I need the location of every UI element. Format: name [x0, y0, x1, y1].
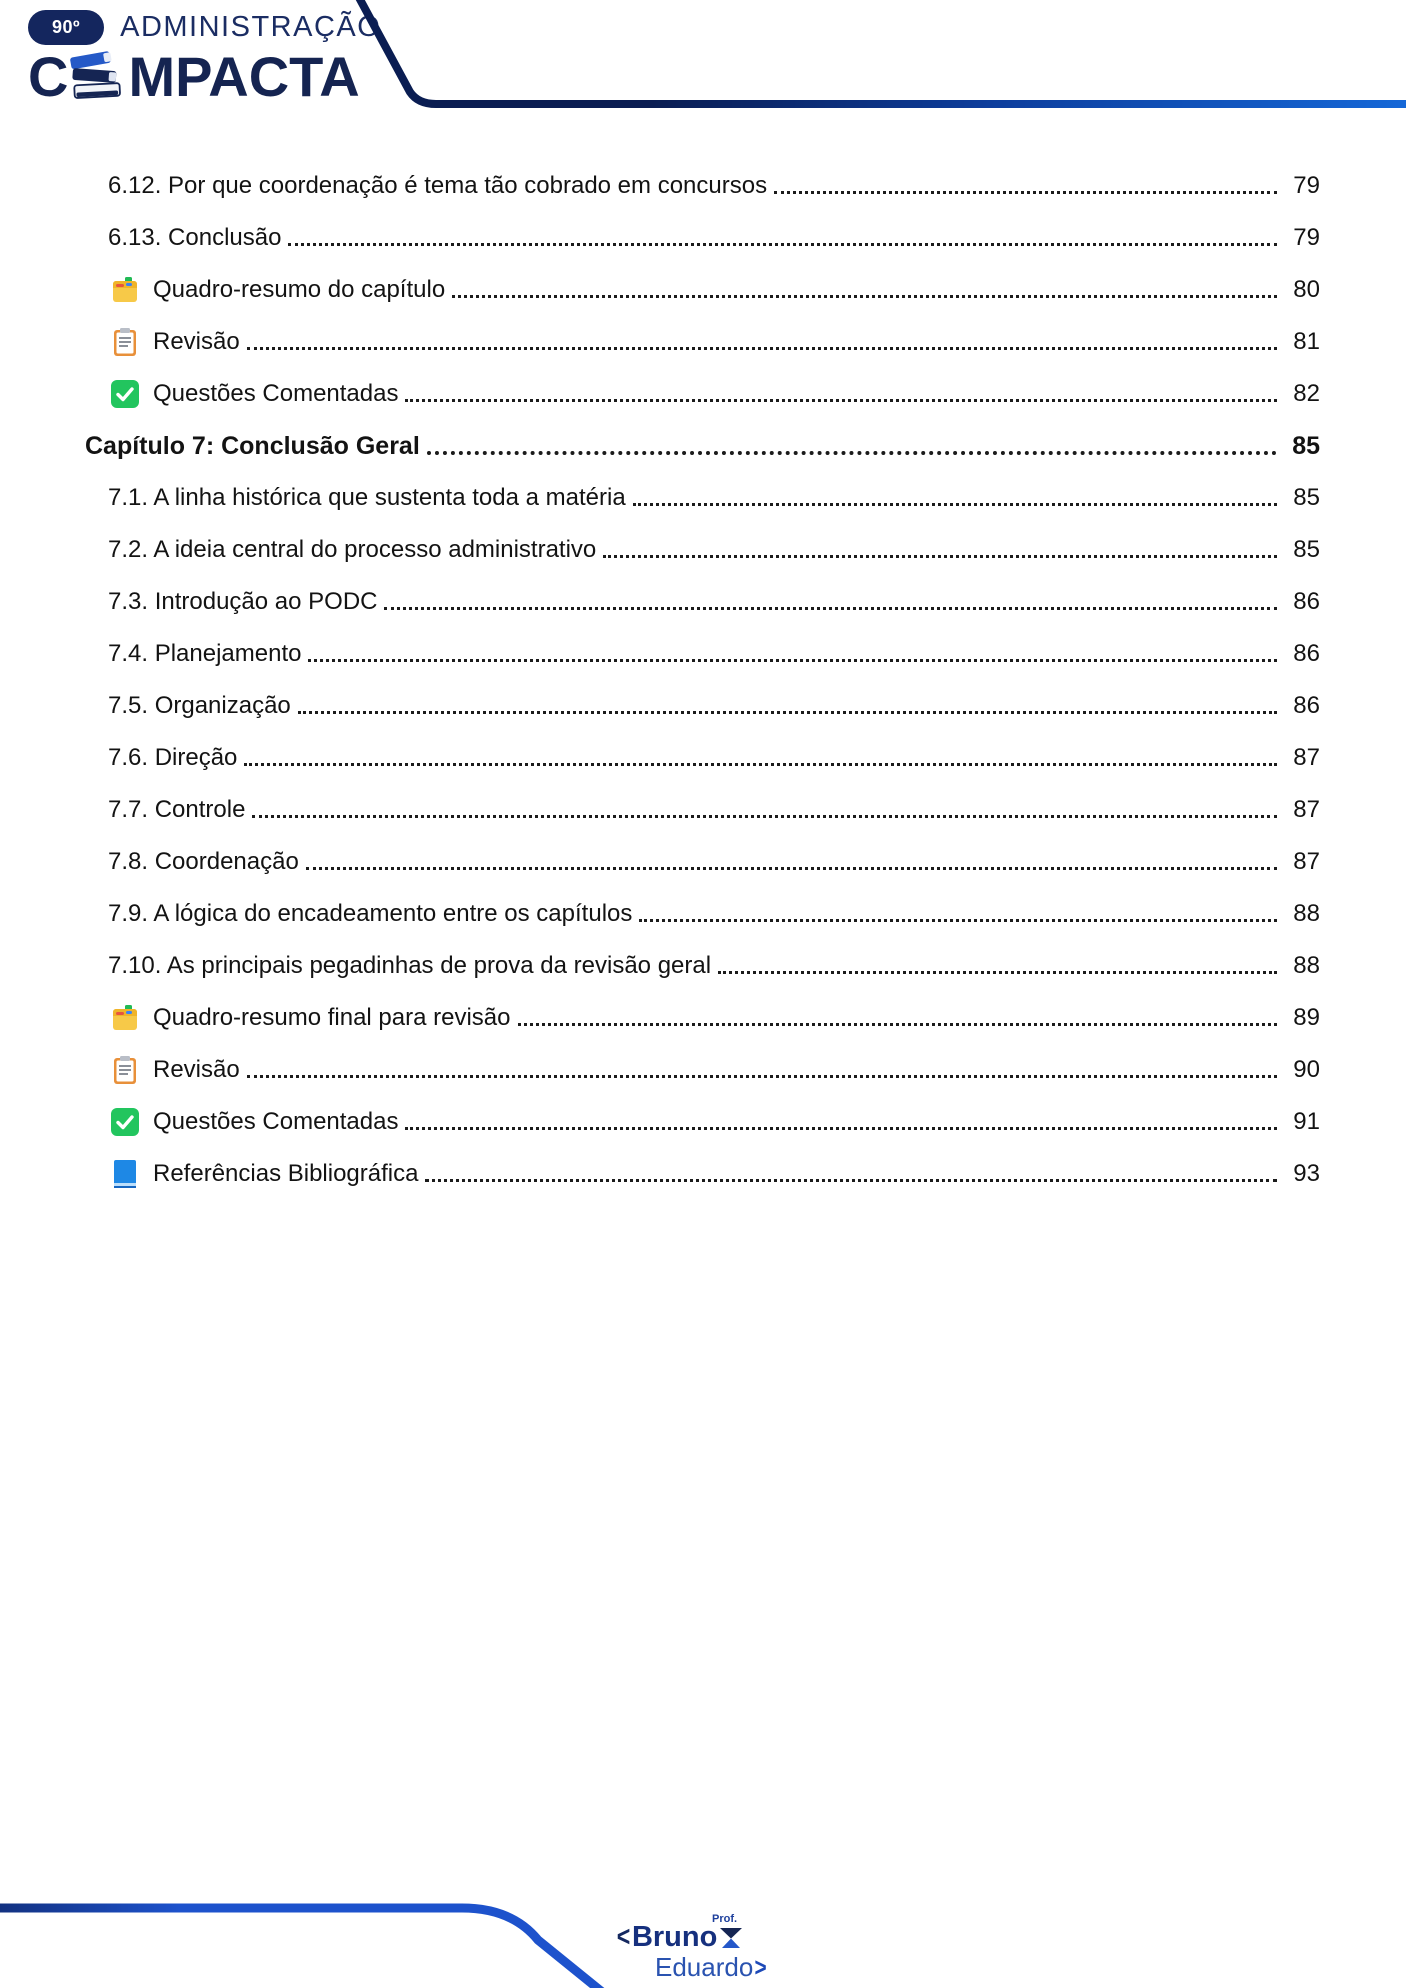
- footer-brand-first-name: < Bruno: [615, 1923, 815, 1952]
- book-icon: [110, 1159, 140, 1189]
- dot-leader: [427, 451, 1277, 455]
- entry-page-number: 86: [1293, 640, 1320, 667]
- hourglass-logo-icon: [719, 1926, 743, 1950]
- dot-leader: [244, 763, 1277, 766]
- dot-leader: [603, 555, 1277, 558]
- right-angle-bracket-icon: >: [754, 1952, 767, 1982]
- dot-leader: [452, 295, 1277, 298]
- footer-brand-last-name: Eduardo >: [655, 1952, 767, 1982]
- entry-page-number: 82: [1293, 380, 1320, 407]
- entry-label: Questões Comentadas: [153, 380, 399, 407]
- entry-label: Capítulo 7: Conclusão Geral: [85, 431, 420, 460]
- entry-label: 7.5. Organização: [108, 692, 291, 719]
- toc-entry[interactable]: [0, 732, 1406, 784]
- brand-word-prefix: C: [28, 45, 69, 108]
- entry-label: 6.13. Conclusão: [108, 224, 282, 251]
- toc-entry[interactable]: [0, 784, 1406, 836]
- dot-leader: [308, 659, 1277, 662]
- toc-entry[interactable]: [0, 316, 1406, 368]
- entry-label: 7.4. Planejamento: [108, 640, 302, 667]
- toc-entry[interactable]: [0, 888, 1406, 940]
- entry-label: 6.12. Por que coordenação é tema tão cobrado em concursos: [108, 172, 768, 199]
- toc-entry[interactable]: [0, 368, 1406, 420]
- entry-page-number: 88: [1293, 952, 1320, 979]
- entry-label: Revisão: [153, 1056, 240, 1083]
- edition-badge: 90º: [28, 10, 104, 45]
- dot-leader: [405, 1127, 1277, 1130]
- entry-page-number: 85: [1292, 431, 1320, 460]
- entry-label: 7.2. A ideia central do processo administrativo: [108, 536, 597, 563]
- dot-leader: [518, 1023, 1277, 1026]
- toc-entry[interactable]: [0, 1044, 1406, 1096]
- entry-page-number: 90: [1293, 1056, 1320, 1083]
- dot-leader: [288, 243, 1277, 246]
- entry-page-number: 85: [1293, 536, 1320, 563]
- entry-page-number: 89: [1293, 1004, 1320, 1031]
- entry-label: Questões Comentadas: [153, 1108, 399, 1135]
- entry-page-number: 93: [1293, 1160, 1320, 1187]
- entry-page-number: 88: [1293, 900, 1320, 927]
- dot-leader: [639, 919, 1277, 922]
- dot-leader: [306, 867, 1277, 870]
- toc-entry[interactable]: [0, 576, 1406, 628]
- entry-page-number: 80: [1293, 276, 1320, 303]
- entry-label: 7.3. Introdução ao PODC: [108, 588, 378, 615]
- prof-label: Prof.: [712, 1913, 738, 1925]
- clipboard-icon: [110, 1055, 140, 1085]
- toc-entry[interactable]: [0, 628, 1406, 680]
- entry-label: 7.8. Coordenação: [108, 848, 299, 875]
- toc-entry[interactable]: [0, 472, 1406, 524]
- check-icon: [110, 1107, 140, 1137]
- entry-label: 7.7. Controle: [108, 796, 246, 823]
- dot-leader: [774, 191, 1277, 194]
- notes-icon: [110, 1003, 140, 1033]
- dot-leader: [633, 503, 1277, 506]
- entry-page-number: 87: [1293, 744, 1320, 771]
- entry-label: Referências Bibliográfica: [153, 1160, 419, 1187]
- entry-label: Quadro-resumo final para revisão: [153, 1004, 511, 1031]
- entry-page-number: 81: [1293, 328, 1320, 355]
- notes-icon: [110, 275, 140, 305]
- toc-entry[interactable]: [0, 264, 1406, 316]
- left-angle-bracket-icon: <: [616, 1921, 631, 1953]
- entry-label: 7.10. As principais pegadinhas de prova da revisão geral: [108, 952, 712, 979]
- toc-entry[interactable]: [0, 836, 1406, 888]
- toc-entry[interactable]: [0, 940, 1406, 992]
- dot-leader: [425, 1179, 1277, 1182]
- dot-leader: [405, 399, 1277, 402]
- entry-page-number: 91: [1293, 1108, 1320, 1135]
- entry-page-number: 86: [1293, 588, 1320, 615]
- toc-entry[interactable]: [0, 524, 1406, 576]
- toc-entry[interactable]: [0, 680, 1406, 732]
- dot-leader: [252, 815, 1277, 818]
- entry-label: Revisão: [153, 328, 240, 355]
- footer-brand-logo: [615, 1913, 815, 1983]
- toc-entry[interactable]: [0, 992, 1406, 1044]
- header-divider-line: [0, 0, 1406, 130]
- toc-entry[interactable]: [0, 212, 1406, 264]
- entry-label: 7.9. A lógica do encadeamento entre os capítulos: [108, 900, 633, 927]
- toc-entry[interactable]: [0, 1096, 1406, 1148]
- clipboard-icon: [110, 327, 140, 357]
- dot-leader: [384, 607, 1277, 610]
- entry-page-number: 87: [1293, 848, 1320, 875]
- check-icon: [110, 379, 140, 409]
- brand-title: ADMINISTRAÇÃO: [120, 11, 382, 43]
- entry-label: 7.1. A linha histórica que sustenta toda a matéria: [108, 484, 626, 511]
- entry-page-number: 79: [1293, 224, 1320, 251]
- entry-page-number: 85: [1293, 484, 1320, 511]
- toc-entry[interactable]: [0, 1148, 1406, 1200]
- toc-entry[interactable]: [0, 160, 1406, 212]
- toc-entry[interactable]: [0, 420, 1406, 472]
- dot-leader: [718, 971, 1277, 974]
- dot-leader: [247, 347, 1277, 350]
- entry-page-number: 79: [1293, 172, 1320, 199]
- table-of-contents: [0, 160, 1406, 1200]
- dot-leader: [247, 1075, 1277, 1078]
- entry-page-number: 86: [1293, 692, 1320, 719]
- dot-leader: [298, 711, 1277, 714]
- brand-word-suffix: MPACTA: [128, 45, 360, 108]
- entry-label: 7.6. Direção: [108, 744, 238, 771]
- entry-page-number: 87: [1293, 796, 1320, 823]
- entry-label: Quadro-resumo do capítulo: [153, 276, 446, 303]
